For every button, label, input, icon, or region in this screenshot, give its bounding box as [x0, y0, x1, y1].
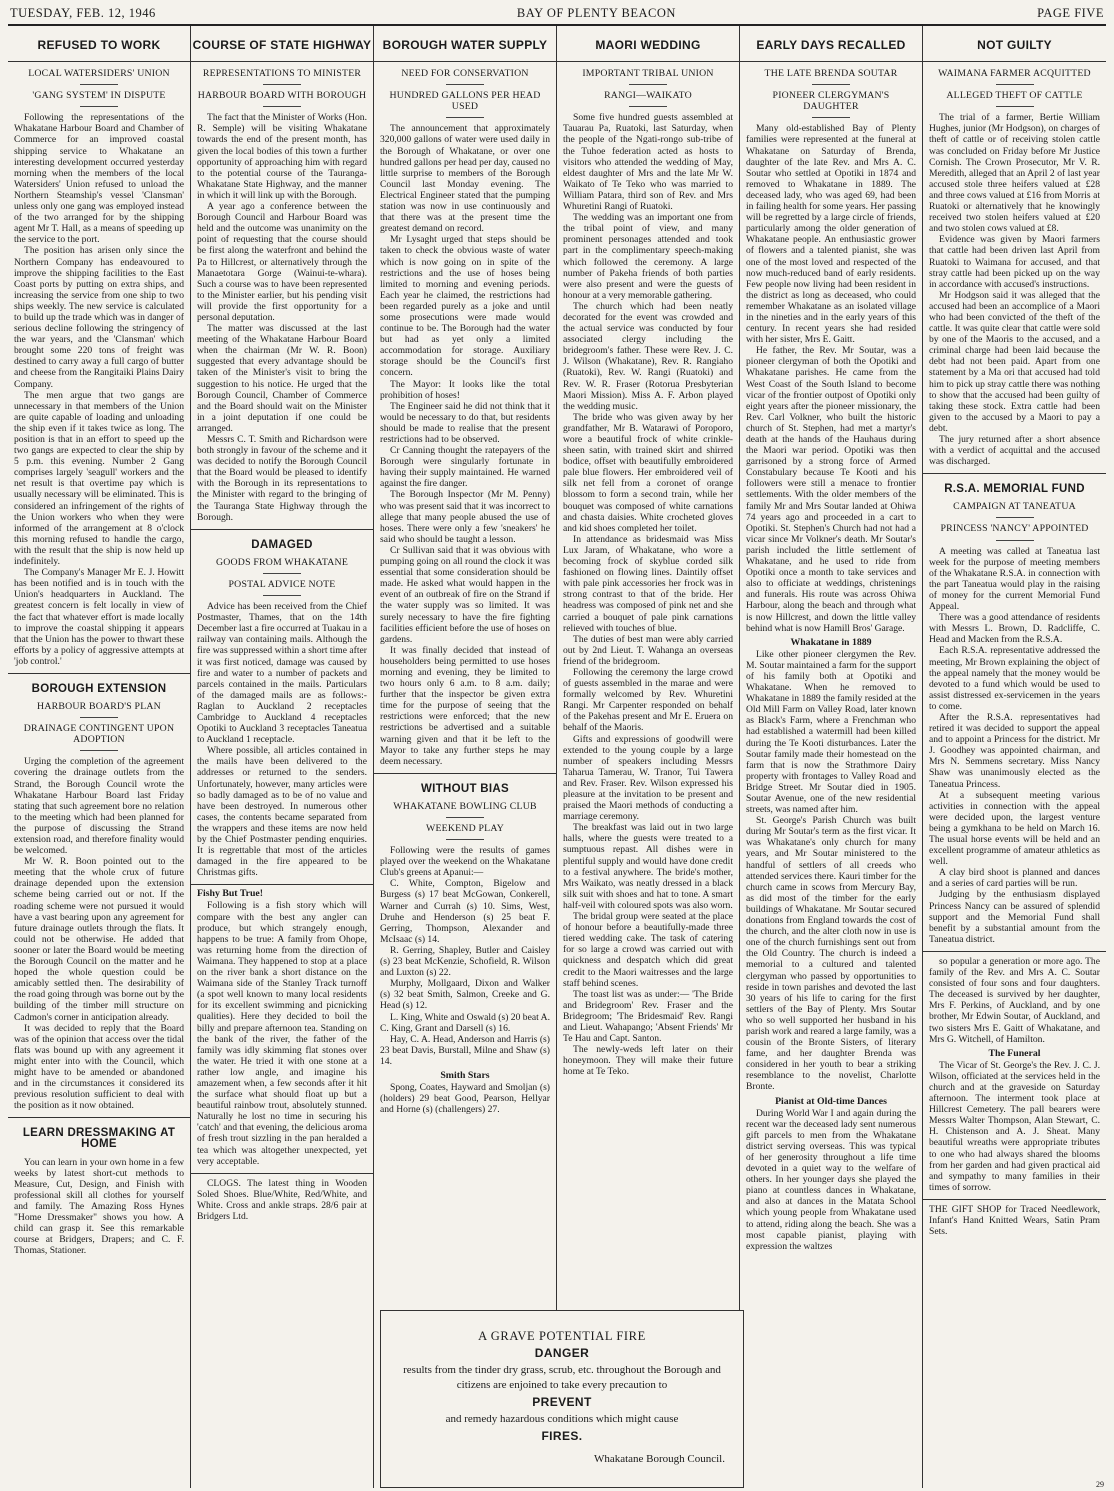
subhead: NEED FOR CONSERVATION [401, 68, 529, 80]
notice-heading: PREVENT [532, 1395, 592, 1409]
subhead: 'GANG SYSTEM' IN DISPUTE [32, 90, 166, 102]
paragraph: The Borough Inspector (Mr M. Penny) who was present said that it was incorrect to allege that many people abused the use of hoses. There were only a few 'sneakers' he said who should be taught a lesson. [380, 489, 550, 545]
subhead: LOCAL WATERSIDERS' UNION [28, 68, 170, 80]
paragraph: The bridal group were seated at the place of honour before a beautifully-made three tiered wedding cake. The task of catering for so large a crowd was carried out with quickness and despatch which did great credit to the Maori waitresses and the large staff behind scenes. [563, 911, 733, 989]
paragraph: Messrs C. T. Smith and Richardson were both strongly in favour of the scheme and it was decided to notify the Borough Council that the Board would be pleased to identify with the Borough in its representations to the Minister with regard to the bringing of the Tauranga State Highway through the Borough. [197, 434, 367, 523]
paragraph: A year ago a conference between the Borough Council and Harbour Board was held and the outcome was unanimity on the point of requesting that the course should be first along the waterfront and behind the Pa to Hillcrest, or alternatively through the Manaetotara Gorge (Wainui-te-whara). Such a course was to have been represented to the Minister earlier, but his pending visit will provide the first opportunity for a personal deputation. [197, 201, 367, 323]
subhead: HARBOUR BOARD WITH BOROUGH [197, 90, 367, 102]
paragraph: Hay, C. A. Head, Anderson and Harris (s) 23 beat Davis, Burstall, Milne and Shaw (s) 14. [380, 1033, 550, 1067]
page-label: PAGE FIVE [1037, 6, 1104, 20]
paragraph: Many old-established Bay of Plenty families were represented at the funeral at Whakatane on Saturday of Brenda, daughter of the late Rev. and Mrs A. C. Soutar who settled at Opotiki in 1874 and removed to Whakatane in 1889. The deceased lady, who was aged 69, had been in failing health for some years. Her passing will be regretted by a large circle of friends, particularly among the older generation of Whakatane people. An enthusiastic grower of flowers and a talented pianist, she was one of the most loved and respected of the now much-reduced band of early residents. Few people now living had been resident in the district as long as deceased, who could remember Whakatane as an isolated village in the nineties and in the early years of this century. In recent years she had resided with her sister, Mrs E. Gaitt. [746, 123, 916, 346]
paragraph: The matter was discussed at the last meeting of the Whakatane Harbour Board when the chairman (Mr W. R. Boon) suggested that every advantage should be taken of the Minister's visit to bring the suggestion to his notice. He urged that the Borough Council, Chamber of Commerce and the Board should wait on the Minister in a joint deputation if one could be arranged. [197, 323, 367, 434]
paragraph: so popular a generation or more ago. The family of the Rev. and Mrs A. C. Soutar consisted of four sons and four daughters. The deceased is survived by her daughter, Mrs F. Perkins, of Auckland, and by one brother, Mr Edwin Soutar, of Auckland, and two sisters Mrs E. Gaitt of Whakatane, and Mrs G. Witchell, of Hamilton. [929, 955, 1100, 1045]
issue-date: TUESDAY, FEB. 12, 1946 [10, 6, 156, 20]
divider [812, 117, 850, 118]
divider [446, 817, 484, 818]
subhead: PIONEER CLERGYMAN'S DAUGHTER [772, 90, 890, 113]
paragraph: Mr Lysaght urged that steps should be taken to check the obvious waste of water which is now going on in spite of the restrictions and the use of hoses being limited to morning and evening periods. Each year he claimed, the restrictions had been regarded purely as a joke and until some prosecutions were made would continue to be. The Borough had the water but had as yet only a limited accommodation for storage. Auxiliary storage should be the Council's first concern. [380, 234, 550, 379]
headline-dressmaking: LEARN DRESSMAKING AT HOME [22, 1127, 176, 1151]
paragraph: Evidence was given by Maori farmers that cattle had been driven last April from Ruatoki to Waimana for accused, and that stray cattle had been picked up on the way in accordance with accused's instructions. [929, 234, 1100, 290]
section-rule [8, 1117, 190, 1118]
subhead: HARBOUR BOARD'S PLAN [37, 701, 161, 713]
advertisement-text: You can learn in your own home in a few weeks by latest short-cut methods to Measure, Cut, Design, and Finish with professional skill all clothes for yourself and family. The Amazing Ross Hynes "Home Dressmaker" shows you how. A child can grasp it. See this remarkable course at Bridgers, Drapers; and C. F. Thomas, Stationer. [14, 1156, 184, 1257]
paragraph: The church which had been neatly decorated for the event was crowded and the actual service was conducted by four associated clergy including the bridegroom's father. These were Rev. J. C. J. Wilson (Whakatane), Rev. R. Rangiaho (Ruatoki), Rev. W. Rangi (Ruatoki) and Rev. W. R. Fraser (Rotorua Presbyterian Maori Mission). Miss A. F. Arbon played the wedding music. [563, 300, 733, 412]
divider [446, 839, 484, 840]
subhead: PRINCESS 'NANCY' APPOINTED [940, 523, 1089, 535]
column-6 [923, 26, 1106, 1488]
paragraph: Following were the results of games played over the weekend on the Whakatane Club's greens at Apanui:— [380, 845, 550, 879]
divider [263, 595, 301, 596]
section-rule [191, 1173, 373, 1174]
section-rule [923, 951, 1106, 952]
section-rule [191, 529, 373, 530]
paragraph: Cr Sullivan said that it was obvious with pumping going on all round the clock it was essential that some consideration should be made. He asked what would happen in the event of an outbreak of fire on the Strand if the water supply was so limited. It was surely necessary to have the fire fighting facilities efficient before the use of hoses on gardens. [380, 544, 550, 645]
subhead: POSTAL ADVICE NOTE [228, 578, 336, 590]
column-3 [374, 26, 557, 1488]
paragraph: Mr W. R. Boon pointed out to the meeting that the whole crux of future drainage depended upon the extension scheme being carried out or not. If the roading scheme were not pursued it would have a vast bearing upon any agreement for future drainage outlets through the flats. It could not be otherwise. He added that sooner or later the Board would be meeting the Borough Council on the matter and he hoped the whole question could be amicably settled then. The desirability of the road going through was borne out by the building of the timber mill structure on Cadmon's corner in anticipation already. [14, 856, 184, 1023]
column-2 [191, 26, 374, 1488]
paragraph: The toast list was as under:— 'The Bride and Bridegroom' Rev. Fraser and the Bridegroom; 'The Bridesmaid' Rev. Rangi and Lieut. Wahapango; 'Absent Friends' Mr Te Hau and Capt. Santon. [563, 988, 733, 1045]
subhead: WAIMANA FARMER ACQUITTED [938, 68, 1091, 80]
subhead: REPRESENTATIONS TO MINISTER [202, 68, 362, 80]
paragraph: Each R.S.A. representative addressed the meeting, Mr Brown explaining the object of the appeal namely that the money would be devoted to a fund which would be used to assist distressed ex-servicemen in the years to come. [929, 645, 1100, 712]
divider [996, 84, 1034, 85]
headline-without-bias: WITHOUT BIAS [421, 782, 509, 795]
paragraph: C. White, Compton, Bigelow and Burgess (s) 17 beat McGowan, Conkerell, Warner and Currah (s) 10. Sims, West, Druhe and Henderson (s) 25 beat F. Gerring, Thompson, Alexander and McIsaac (s) 14. [380, 878, 550, 945]
paragraph: It was finally decided that instead of householders being permitted to use hoses morning and evening, they be limited to two hours only 6 a.m. to 8 a.m. daily; further that the inspector be given extra time for the purpose of seeing that the restrictions were enforced; that the new restrictions be advertised and a suitable warning given and that it be left to the Mayor to take any further steps he may deem necessary. [380, 644, 550, 767]
subhead: DRAINAGE CONTINGENT UPON ADOPTION [23, 723, 175, 746]
divider [80, 717, 118, 718]
paragraph: L. King, White and Oswald (s) 20 beat A. C. King, Grant and Darsell (s) 16. [380, 1011, 550, 1034]
headline-water-supply: BOROUGH WATER SUPPLY [374, 26, 556, 62]
paragraph: The Engineer said he did not think that it would be necessary to do that, but residents should be made to realise that the present restrictions had to be observed. [380, 400, 550, 445]
paragraph: Like other pioneer clergymen the Rev. M. Soutar maintained a farm for the support of his family both at Opotiki and Whakatane. When he removed to Whakatane in 1889 the family resided at the Old Mill Farm on Valley Road, later known as Black's Farm, where a Frenchman who had established a watermill had been killed during the Te Kooti disturbances. Later the Soutar family made their homestead on the farm that is now the Strathmore Dairy property with frontages to Valley Road and Bridge Street. Mr Soutar died in 1905. Soutar Avenue, one of the new residential streets, was named after him. [746, 648, 916, 816]
paragraph: At a subsequent meeting various activities in connection with the appeal were decided upon, the largest venture being a gymkhana to be held on March 16. The usual horse events will be held and an excellent programme of amateur athletics as well. [929, 789, 1100, 868]
section-rule [374, 773, 556, 774]
notice-line: and remedy hazardous conditions which might cause [445, 1413, 679, 1425]
paragraph: The duties of best man were ably carried out by 2nd Lieut. T. Wahanga an overseas friend of the bridegroom. [563, 633, 733, 667]
headline-early-days: EARLY DAYS RECALLED [740, 26, 922, 62]
divider [80, 84, 118, 85]
paragraph: During World War I and again during the recent war the deceased lady sent numerous gift parcels to men from the Whakatane district serving overseas. This was typical of her generosity throughout a life time devoted in a quiet way to the welfare of others. In her younger days she played the piano at countless dances in Whakatane, and also at dances in the Matata School which young people from Whakatane used to attend, riding along the beach. She was a most capable pianist, playing with expression the waltzes [746, 1107, 916, 1252]
paragraph: In attendance as bridesmaid was Miss Lux Jaram, of Whakatane, who wore a becoming frock of skyblue corded silk fashioned on flowing lines. Daintily offset with pale pink accessories her frock was in strong contrast to that of the bride. Her headress was composed of pink net and she carried a bouquet of pale pink carnations relieved with touches of blue. [563, 533, 733, 634]
paragraph: Following is a fish story which will compare with the best any angler can produce, but which strangely enough, happens to be true: A family from Ohope, was returning home from the direction of Waimana. They happened to stop at a place on the river bank a short distance on the Waimana side of the Stanley Track turnoff (a spot well known to many local residents for its excellent swimming and picnicking qualities). Here they decided to boil the billy and prepare afternoon tea. Standing on the bank of the river, the father of the family was idly skimming flat stones over the water. He tried it with one stone at a rather low angle, and imagine his amazement when, a few seconds after it hit the surface what should float up but a beautiful rainbow trout, absolutely stunned. Naturally he lost no time in securing his 'catch' and that evening, the delicious aroma of fresh trout sizzling in the pan heralded a tea which was altogether unexpected, yet very acceptable. [197, 900, 367, 1167]
divider [80, 750, 118, 751]
paragraph: Judging by the enthusiasm displayed Princess Nancy can be assured of splendid support and the Memorial Fund shall benefit by a substantial amount from the Taneatua district. [929, 889, 1100, 945]
paragraph: Some five hundred guests assembled at Tauarau Pa, Ruatoki, last Saturday, when the people of the Ngati-rongo sub-tribe of the Tuhoe federation acted as hosts to visitors who attended the wedding of May, eldest daughter of Mrs and the late Mr W. Waikato of Te Teko who was married to William Patara, third son of Rev. and Mrs Whuretini Rangi of Ruatoki. [563, 112, 733, 213]
paragraph: Cr Canning thought the ratepayers of the Borough were singularly fortunate in having their supply maintained. He warned against the fire danger. [380, 445, 550, 490]
paragraph: Gifts and expressions of goodwill were extended to the young couple by a large number of speakers including Messrs Taharua Tamerau, W. Tranor, Tui Tawera and Rev. Fraser. Rev. Wilson expressed his pleasure at the invitation to be present and praised the Maori methods of conducting a marriage ceremony. [563, 733, 733, 823]
section-rule [8, 673, 190, 674]
paragraph: The jury returned after a short absence with a verdict of acquittal and the accused was discharged. [929, 434, 1100, 468]
masthead [8, 6, 1106, 26]
divider [263, 106, 301, 107]
divider [263, 84, 301, 85]
subheading-funeral: The Funeral [988, 1047, 1041, 1059]
paragraph: Murphy, Mollgaard, Dixon and Walker (s) 32 beat Smith, Salmon, Creeke and G. Head (s) 12. [380, 978, 550, 1012]
column-4 [557, 26, 740, 1488]
paragraph: R. Gerring, Shapley, Butler and Caisley (s) 23 beat McKenzie, Schofield, R. Wilson and Luxton (s) 22. [380, 944, 550, 979]
divider [996, 106, 1034, 107]
section-rule [191, 884, 373, 885]
subhead: WHAKATANE BOWLING CLUB [393, 800, 537, 812]
paragraph: He father, the Rev. Mr Soutar, was a pioneer clergyman of both the Opotiki and Whakatane parishes. He came from the West Coast of the South Island to become vicar of the frontier outpost of Opotiki only eight years after the pioneer missionary, the Rev. Carl Volkner, who built the historic church of St. Stephen, had met a martyr's death at the hands of the Hauhaus during the Maori war period. Opotiki was then garrisoned by a strong force of Armed Constabulary because Te Kooti and his followers were still a menace to frontier settlements. With the older members of the family Mr and Mrs Soutar landed at Ohiwa 74 years ago and proceeded in a cart to Opotiki. St. Stephen's Church had not had a vicar since Mr Volkner's death. Mr Soutar's parish included the little settlement of Whakatane, and he used to ride from Opotiki once a month to take services and also to officiate at weddings, christenings and funerals. His route was across Ohiwa Harbour, along the beach and through what is now Hillcrest, and down the little valley behind what is now Hamill Bros' Garage. [746, 345, 916, 634]
paragraph: After the R.S.A. representatives had retired it was decided to support the appeal and to appoint a Princess for the district. Mr J. Goodhey was appointed chairman, and Mrs N. Semmens secretary. Miss Nancy Shaw was unanimously elected as the Taneatua Princess. [929, 711, 1100, 790]
subhead: ALLEGED THEFT OF CATTLE [946, 90, 1083, 102]
paragraph: Mr Hodgson said it was alleged that the accused had been an accomplice of a Maori who had been convicted of the theft of the cattle. It was quite clear that cattle were sold by one of the Maoris to the accused, and a criminal charge had been laid because the debt had not been paid. Apart from one statement by a Ma ori that accused had told him to pick up stray cattle there was nothing to show that the accused had been guilty of taking these stock. Extra cattle had been given to the accused by a Maori to pay a debt. [929, 289, 1100, 434]
notice-heading: DANGER [534, 1346, 590, 1360]
subhead: IMPORTANT TRIBAL UNION [582, 68, 714, 80]
paragraph: Where possible, all articles contained in the mails have been delivered to the addresses or returned to the senders. Unfortunately, however, many articles were so badly damaged as to be of no value and have been destroyed. In numerous other cases, the contents became separated from the wrappers and these items are now held by the Chief Postmaster pending enquiries. It is regrettable that most of the articles damaged in the fire appeared to be Christmas gifts. [197, 745, 367, 879]
paper-title: BAY OF PLENTY BEACON [516, 6, 676, 20]
page-number: 29 [1096, 1480, 1104, 1489]
paragraph: Urging the completion of the agreement covering the drainage outlets from the Strand, the Borough Council wrote the Whakatane Harbour Board last Friday stating that such agreement bore no relation to the meeting which had been planned for the purpose of discussing the Strand extension road, and therefore finality would be welcomed. [14, 756, 184, 857]
notice-line: results from the tinder dry grass, scrub, etc. throughout the Borough and citizens are enjoined to take every precaution to [403, 1364, 721, 1391]
divider [80, 106, 118, 107]
paragraph: The Vicar of St. George's the Rev. J. C. J. Wilson, officiated at the services held in the church and at the graveside on Saturday afternoon. The interment took place at Hillcrest Cemetery. The pall bearers were Messrs Walter Thompson, Alan Stewart, C. H. Chistenson and A. J. Sheat. Many beautiful wreaths were appropriate tributes to one who had always shared the blooms from her garden and had given practical aid and sympathy to many families in their times of sorrow. [929, 1059, 1100, 1193]
advertisement-text: THE GIFT SHOP for Traced Needlework, Infant's Hand Knitted Wears, Satin Pram Sets. [929, 1203, 1100, 1238]
notice-signature: Whakatane Borough Council. [593, 1453, 725, 1465]
subhead: RANGI—WAIKATO [604, 90, 692, 102]
divider [812, 84, 850, 85]
paragraph: Spong, Coates, Hayward and Smoljan (s) (holders) 29 beat Good, Pearson, Hellyar and Horne (s) (challengers) 27. [380, 1082, 550, 1116]
divider [996, 517, 1034, 518]
section-rule [923, 1199, 1106, 1200]
paragraph: The Company's Manager Mr E. J. Howitt has been notified and is in touch with the Union's headquarters in Auckland. The greatest concern is felt locally in view of the fact that whatever effort is made locally to improve the coastal shipping it appears that the Union has the power to thwart these efforts by a policy of aggressive attempts at 'job control.' [14, 567, 184, 667]
paragraph: There was a good attendance of residents with Messrs L. Brown, D. Radcliffe, C. Head and Macken from the R.S.A. [929, 612, 1100, 646]
notice-line: A GRAVE POTENTIAL FIRE [478, 1329, 646, 1343]
column-1 [8, 26, 191, 1488]
paragraph: The position has arisen only since the Northern Company has endeavoured to improve the shipping facilities to the East Coast ports by putting on extra ships, and increasing the service from one ship to two ships weekly. The new service is calculated to build up the trade which was in danger of serious decline following the stringency of the war years, and the 'Clansman' which brought some 220 tons of freight was destined to carry away a full cargo of butter and cheese from the Rangitaiki Plains Dairy Company. [14, 245, 184, 390]
paragraph: A meeting was called at Taneatua last week for the purpose of meeting members of the Whakatane R.S.A. in connection with the part Taneatua would play in the raising of money for the current Memorial Fund Appeal. [929, 545, 1100, 613]
column-5 [740, 26, 923, 1488]
fire-danger-notice [380, 1310, 744, 1488]
divider [446, 117, 484, 118]
section-rule [923, 473, 1106, 474]
paragraph: Following the ceremony the large crowd of guests assembled in the marae and were formally welcomed by Rev. Whuretini Rangi. Mr Carpenter responded on behalf of the Pakehas present and Mr E. Eruera on behalf of the Maoris. [563, 666, 733, 734]
subheading-pianist: Pianist at Old-time Dances [775, 1095, 887, 1107]
paragraph: It was decided to reply that the Board was of the opinion that access over the tidal flats was bound up with any agreement it might enter into with the Council, which might have to be amended or abandoned and in the circumstances it considered its previous resolution sufficient to deal with the position as it now obtained. [14, 1022, 184, 1112]
paragraph: The wedding was an important one from the tribal point of view, and many prominent personages attended and took part in the complimentary speech-making which followed the ceremony. A large number of Pakeha friends of both parties were also present and were the guests of honour at a very memorable gathering. [563, 212, 733, 301]
headline-not-guilty: NOT GUILTY [923, 26, 1106, 62]
paragraph: The Mayor: It looks like the total prohibition of hoses! [380, 378, 550, 401]
divider [263, 573, 301, 574]
paragraph: The men argue that two gangs are unnecessary in that members of the Union are quite capable of loading and unloading the ship even if it takes twice as long. The position is that in an effort to speed up the two gangs are expected to clear the ship by 5 p.m. this evening. Number 2 Gang comprises largely 'seagull' workers and the net result is that overtime pay which is usually necessary will be eliminated. This is considered an infringement of the rights of the Union workers who when they were informed of the arrangement at 8 o'clock this morning refused to handle the cargo, with the result that the ship is now held up indefinitely. [14, 389, 184, 568]
paragraph: St. George's Parish Church was built during Mr Soutar's term as the first vicar. It was Whakatane's only church for many years, and Mr Soutar ministered to the handful of settlers of all creeds who attended services there. Kauri timber for the church came in scows from Mercury Bay, as did most of the timber for the early buildings of Whakatane. Mr Soutar secured donations from England towards the cost of the church, and the alter cloth now in use is one of the church furnishings sent out from the Old Country. The church is indeed a memorial to a cultured and talented clergyman who passed by opportunities to reside in town parishes and devoted the last 30 years of his life to caring for the first settlers of the Bay of Plenty. Mrs Soutar who so well supported her husband in his parish work and reared a large family, was a cousin of the Bronte Sisters, of literary fame, and her daughter Brenda was considered in her youth to bear a striking resemblance to the novelist, Charlotte Bronte. [746, 815, 916, 1093]
headline-borough-extension: BOROUGH EXTENSION [31, 682, 167, 695]
subhead: THE LATE BRENDA SOUTAR [764, 68, 898, 80]
paragraph: The announcement that approximately 320,000 gallons of water were used daily in the Borough of Whakatane, or over one hundred gallons per head per day, caused no little surprise to members of the Borough Council last Monday evening. The Electrical Engineer stated that the pumping station was now in use continuously and that there was at the present time the greatest demand on record. [380, 123, 550, 235]
notice-heading: FIRES. [541, 1429, 583, 1443]
divider [629, 106, 667, 107]
headline-fishy: Fishy But True! [197, 888, 264, 900]
subheading-smith-stars: Smith Stars [440, 1069, 490, 1081]
paragraph: The newly-weds left later on their honeymoon. They will make their future home at Te Teko. [563, 1044, 733, 1078]
advertisement-text: CLOGS. The latest thing in Wooden Soled Shoes. Blue/White, Red/White, and White. Cross and ankle straps. 28/6 pair at Bridgers Ltd. [197, 1177, 367, 1222]
headline-rsa-fund: R.S.A. MEMORIAL FUND [944, 483, 1085, 496]
paragraph: Advice has been received from the Chief Postmaster, Thames, that on the 14th December last a fire occurred at Tuakau in a railway van containing mails. Although the fire was suppressed within a short time after it was first noticed, damage was caused by fire and water to a number of packets and parcels contained in the mails. Particulars of the damaged mails are as follows:- Raglan to Auckland 2 receptacles Cambridge to Auckland 4 receptacles Opotiki to Auckland 3 receptacles Taneatua to Auckland 1 receptacle. [197, 601, 367, 746]
divider [446, 84, 484, 85]
headline-state-highway: COURSE OF STATE HIGHWAY [191, 26, 373, 62]
subheading-whakatane-1889: Whakatane in 1889 [790, 636, 872, 648]
subhead: WEEKEND PLAY [426, 823, 504, 834]
headline-refused-to-work: REFUSED TO WORK [8, 26, 190, 62]
divider [996, 540, 1034, 541]
paragraph: The bride who was given away by her grandfather, Mr B. Watarawi of Poroporo, wore a beautiful frock of white crinkle-sheen satin, with trained skirt and shirred bodice, offset with beautifully embroidered pale blue flowers. Her embroidered veil of silk net fell from a coronet of orange blossom to form a second train, while her bouquet was composed of white carnations and chasta daisies. White crocheted gloves and kid shoes completed her toilet. [563, 411, 733, 534]
subhead: HUNDRED GALLONS PER HEAD USED [389, 90, 541, 113]
subhead: CAMPAIGN AT TANEATUA [953, 501, 1076, 513]
paragraph: The breakfast was laid out in two large halls, where the guests were treated to a sumptuous repast. All dishes were in plentiful supply and would have done credit to a festival anywhere. The bride's mother, Mrs Waikato, was neatly dressed in a black silk suit with shoes and hat to tone. A smart half-veil with coloured spots was also worn. [563, 822, 733, 911]
headline-damaged: DAMAGED [251, 538, 313, 551]
subhead: GOODS FROM WHAKATANE [215, 556, 349, 568]
divider [629, 84, 667, 85]
paragraph: Following the representations of the Whakatane Harbour Board and Chamber of Commerce for an improved coastal shipping service to Whakatane an interesting development occurred yesterday morning when the members of the local Watersiders' Union refused to unload the Northern Steamship's vessel 'Clansman' unless only one gang was employed instead of the two arranged for by the shipping agent Mr T. Hall, as a means of speeding up the service to the port. [14, 112, 184, 246]
headline-maori-wedding: MAORI WEDDING [557, 26, 739, 62]
paragraph: The trial of a farmer, Bertie William Hughes, junior (Mr Hodgson), on charges of theft of cattle or of receiving stolen cattle was concluded on Friday before Mr Justice Cornish. The Crown Prosecutor, Mr V. R. Meredith, alleged that an April 2 of last year accused stole three heifers valued at £28 and three cows valued at £16 from Morris at Ruatoki or alternatively that he knowingly received two stolen heifers valued at £20 and two stolen cows valued at £8. [929, 112, 1100, 235]
paragraph: The fact that the Minister of Works (Hon. R. Semple) will be visiting Whakatane towards the end of the present month, has given the local bodies of this town a further opportunity of approaching him with regard to the potential course of the Tauranga-Whakatane State Highway, and the manner in which it will link up with the Borough. [197, 112, 367, 201]
paragraph: A clay bird shoot is planned and dances and a series of card parties will be run. [929, 867, 1100, 890]
